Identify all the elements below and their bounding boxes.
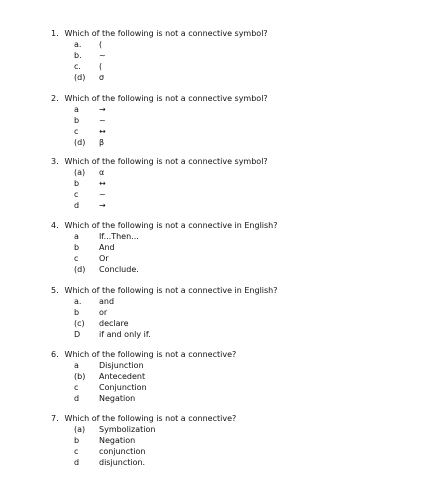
option-label: (b)	[74, 372, 86, 381]
option-label: c	[74, 383, 79, 392]
option-text: (	[99, 62, 103, 71]
option-text: Symbolization	[99, 425, 156, 434]
option-label: b	[74, 179, 80, 188]
option-label: d	[74, 394, 80, 403]
option-c	[0, 61, 424, 72]
option-label: (d)	[74, 73, 86, 82]
option-d	[0, 200, 424, 211]
option-label: c	[74, 127, 79, 136]
option-text: And	[99, 243, 115, 252]
option-label: (c)	[74, 319, 85, 328]
option-d	[0, 457, 424, 468]
option-label: d	[74, 458, 80, 467]
question-stem	[51, 220, 278, 231]
option-text: →	[99, 201, 106, 210]
question-text: Which of the following is not a connective?	[64, 350, 237, 359]
option-c	[0, 253, 424, 264]
option-label: D	[74, 330, 81, 339]
question-text: Which of the following is not a connective symbol?	[64, 157, 268, 166]
option-text: Negation	[99, 394, 136, 403]
option-a	[0, 39, 424, 50]
option-label: (a)	[74, 168, 86, 177]
option-text: →	[99, 105, 106, 114]
option-label: b	[74, 436, 80, 445]
question-number: 3.	[51, 157, 59, 166]
option-text: declare	[99, 319, 129, 328]
option-text: Antecedent	[99, 372, 146, 381]
question-stem	[51, 349, 236, 360]
question-text: Which of the following is not a connective?	[64, 414, 237, 423]
option-c	[0, 318, 424, 329]
option-label: (d)	[74, 138, 86, 147]
option-b	[0, 242, 424, 253]
option-b	[0, 307, 424, 318]
option-text: if and only if.	[99, 330, 151, 339]
option-label: b	[74, 308, 80, 317]
option-text: or	[99, 308, 108, 317]
option-a	[0, 296, 424, 307]
option-d	[0, 72, 424, 83]
option-d	[0, 137, 424, 148]
option-label: a.	[74, 40, 82, 49]
option-text: disjunction.	[99, 458, 146, 467]
option-a	[0, 104, 424, 115]
option-label: a	[74, 361, 79, 370]
question-number: 5.	[51, 286, 59, 295]
option-text: ~	[99, 51, 106, 60]
option-label: (a)	[74, 425, 86, 434]
option-text: Conjunction	[99, 383, 147, 392]
option-label: b	[74, 243, 80, 252]
option-label: a	[74, 232, 79, 241]
option-d	[0, 264, 424, 275]
option-c	[0, 189, 424, 200]
option-text: σ	[99, 73, 105, 82]
option-a	[0, 424, 424, 435]
option-text: If...Then...	[99, 232, 139, 241]
option-b	[0, 371, 424, 382]
option-text: Conclude.	[99, 265, 139, 274]
option-text: and	[99, 297, 115, 306]
option-a	[0, 231, 424, 242]
question-stem	[51, 156, 268, 167]
option-text: ~	[99, 116, 106, 125]
option-d	[0, 329, 424, 340]
question-number: 7.	[51, 414, 59, 423]
option-text: Or	[99, 254, 109, 263]
option-label: b.	[74, 51, 82, 60]
question-stem	[51, 93, 268, 104]
option-label: c.	[74, 62, 81, 71]
option-a	[0, 360, 424, 371]
option-text: conjunction	[99, 447, 146, 456]
option-d	[0, 393, 424, 404]
question-stem	[51, 28, 268, 39]
option-c	[0, 126, 424, 137]
option-label: c	[74, 254, 79, 263]
question-number: 2.	[51, 94, 59, 103]
option-b	[0, 115, 424, 126]
option-label: a	[74, 105, 79, 114]
question-text: Which of the following is not a connective symbol?	[64, 94, 268, 103]
question-number: 1.	[51, 29, 59, 38]
option-label: c	[74, 447, 79, 456]
question-text: Which of the following is not a connective in English?	[64, 221, 278, 230]
option-text: α	[99, 168, 105, 177]
option-label: c	[74, 190, 79, 199]
option-b	[0, 435, 424, 446]
option-text: ↔	[99, 127, 106, 136]
option-label: b	[74, 116, 80, 125]
option-c	[0, 446, 424, 457]
option-label: (d)	[74, 265, 86, 274]
question-stem	[51, 285, 278, 296]
option-text: (	[99, 40, 103, 49]
option-c	[0, 382, 424, 393]
option-text: Disjunction	[99, 361, 144, 370]
option-b	[0, 50, 424, 61]
question-text: Which of the following is not a connective in English?	[64, 286, 278, 295]
question-number: 4.	[51, 221, 59, 230]
option-label: a.	[74, 297, 82, 306]
option-a	[0, 167, 424, 178]
option-text: Negation	[99, 436, 136, 445]
option-text: ~	[99, 190, 106, 199]
question-number: 6.	[51, 350, 59, 359]
question-stem	[51, 413, 236, 424]
option-text: β	[99, 138, 105, 147]
option-text: ↔	[99, 179, 106, 188]
question-text: Which of the following is not a connective symbol?	[64, 29, 268, 38]
option-label: d	[74, 201, 80, 210]
option-b	[0, 178, 424, 189]
